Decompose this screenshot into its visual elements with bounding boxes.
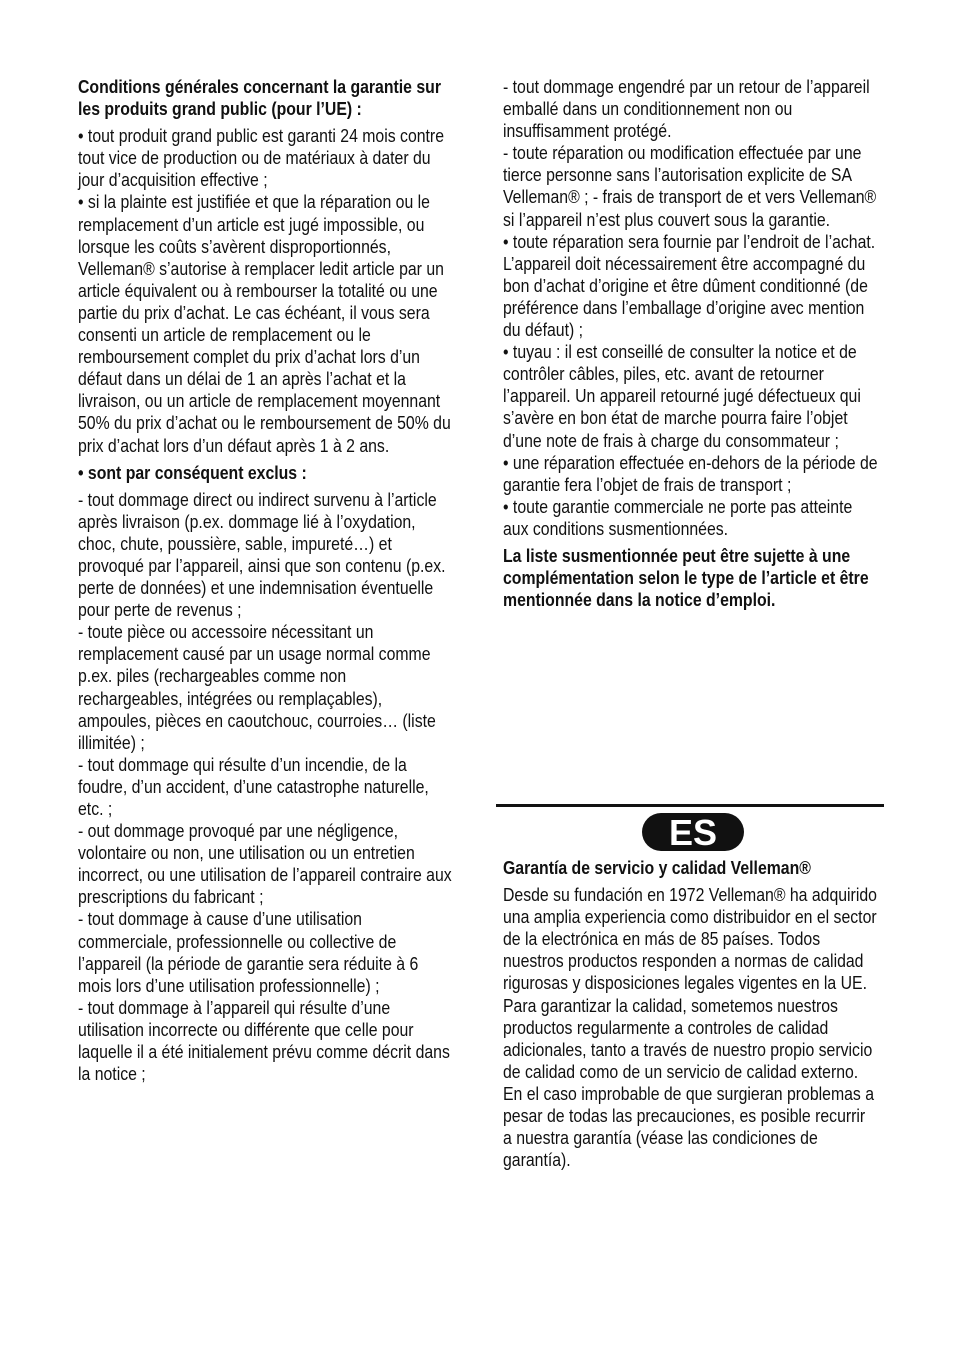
es-language-badge bbox=[641, 812, 745, 852]
excluded-item-wear-parts: - toute pièce ou accessoire nécessitant un remplacement causé par un usage normal comme p.ex. piles (rechargeables comme non rechargeables, intégrées ou remplaçables), ampoules, pièces en caoutchouc, courroies… (liste illimitée) ; bbox=[78, 621, 436, 753]
es-section bbox=[503, 857, 878, 1171]
excluded-item-negligence: - out dommage provoqué par une négligence, volontaire ou non, une utilisation ou un entretien incorrect, ou une utilisation de l’appareil contraire aux prescriptions du fabricant ; bbox=[78, 820, 452, 908]
warranty-item-repair-location: • toute réparation sera fournie par l’endroit de l’achat. L’appareil doit nécessairement être accompagné du bon d’achat d’origine et être dûment conditionné (de préférence dans l’emballage d’origine avec mention du défaut) ; bbox=[503, 230, 876, 341]
warranty-item-replacement: • si la plainte est justifiée et que la réparation ou le remplacement d’un article est jugé impossible, ou lorsque les coûts s’avèrent disproportionnés, Velleman® s’autorise à remplacer ledit article par un article équivalent ou à rembourser la totalité ou une partie du prix d’achat. Le cas échéant, il vous sera consenti un article de remplacement ou le remboursement complet du prix d’achat lors d’un défaut dans un délai de 1 an après l’achat et la livraison, ou un article de remplacement moyennant 50% du prix d’achat ou le remboursement de 50% du prix d’achat lors d’un défaut après 1 à 2 ans. bbox=[78, 191, 451, 456]
warranty-item-commercial-guarantee: • toute garantie commerciale ne porte pas atteinte aux conditions susmentionnées. bbox=[503, 495, 853, 539]
warranty-conditions-fr-column-right bbox=[503, 76, 878, 611]
excluded-item-commercial-use: - tout dommage à cause d’une utilisation commerciale, professionnelle ou collective de l’appareil (la période de garantie sera réduite à 6 mois lors d’une utilisation professionnelle) ; bbox=[78, 908, 419, 996]
closing-note: La liste susmentionnée peut être sujette à une complémentation selon le type de l’article et être mentionnée dans la notice d’emploi. bbox=[503, 544, 869, 611]
excluded-item-incorrect-use: - tout dommage à l’appareil qui résulte d’une utilisation incorrecte ou différente que celle pour laquelle il a été initialement prévu comme décrit dans la notice ; bbox=[78, 996, 450, 1085]
section-divider bbox=[496, 804, 884, 807]
es-badge-label: ES bbox=[668, 812, 718, 852]
warranty-heading-fr: Conditions générales concernant la garantie sur les produits grand public (pour l’UE) : bbox=[78, 76, 441, 120]
excluded-item-damage: - tout dommage direct ou indirect survenu à l’article après livraison (p.ex. dommage lié à l’oxydation, choc, chute, poussière, sable, impureté…) et provoqué par l’appareil, ainsi que son contenu (p.ex. perte de données) et une indemnisation éventuelle pour perte de revenus ; bbox=[78, 488, 446, 621]
warranty-item-tip: • tuyau : il est conseillé de consulter la notice et de contrôler câbles, piles, etc. avant de retourner l’appareil. Un appareil retourné jugé défectueux qui s’avère en bon état de marche pourra faire l’objet d’une note de frais à charge du consommateur ; bbox=[503, 341, 861, 451]
excluded-item-disaster: - tout dommage qui résulte d’un incendie, de la foudre, d’un accident, d’une catastrophe naturelle, etc. ; bbox=[78, 753, 429, 819]
excluded-item-packaging: - tout dommage engendré par un retour de l’appareil emballé dans un conditionnement non ou insuffisamment protégé. bbox=[503, 76, 870, 142]
warranty-item-duration: • tout produit grand public est garanti 24 mois contre tout vice de production ou de matériaux à dater du jour d’acquisition effective ; bbox=[78, 125, 445, 191]
excluded-heading: • sont par conséquent exclus : bbox=[78, 461, 307, 483]
es-body: Desde su fundación en 1972 Velleman® ha adquirido una amplia experiencia como distribuidor en el sector de la electrónica en más de 85 países. Todos nuestros productos responden a normas de calidad rigurosas y disposiciones legales vigentes en la UE. Para garantizar la calidad, sometemos nuestros productos regularmente a controles de calidad adicionales, tanto a través de nuestro propio servicio de calidad como de un servicio de calidad externo. En el caso improbable de que surgieran problemas a pesar de todas las precauciones, es posible recurrir a nuestra garantía (véase las condiciones de garantía). bbox=[503, 884, 877, 1171]
excluded-item-third-party-repair: - toute réparation ou modification effectuée par une tierce personne sans l’autorisation explicite de SA Velleman® ; - frais de transport de et vers Velleman® si l’appareil n’est plus couvert sous la garantie. bbox=[503, 142, 877, 230]
es-heading: Garantía de servicio y calidad Velleman® bbox=[503, 857, 811, 878]
warranty-item-out-of-period: • une réparation effectuée en-dehors de la période de garantie fera l’objet de frais de transport ; bbox=[503, 451, 878, 495]
warranty-conditions-fr-column-left bbox=[78, 76, 453, 1085]
